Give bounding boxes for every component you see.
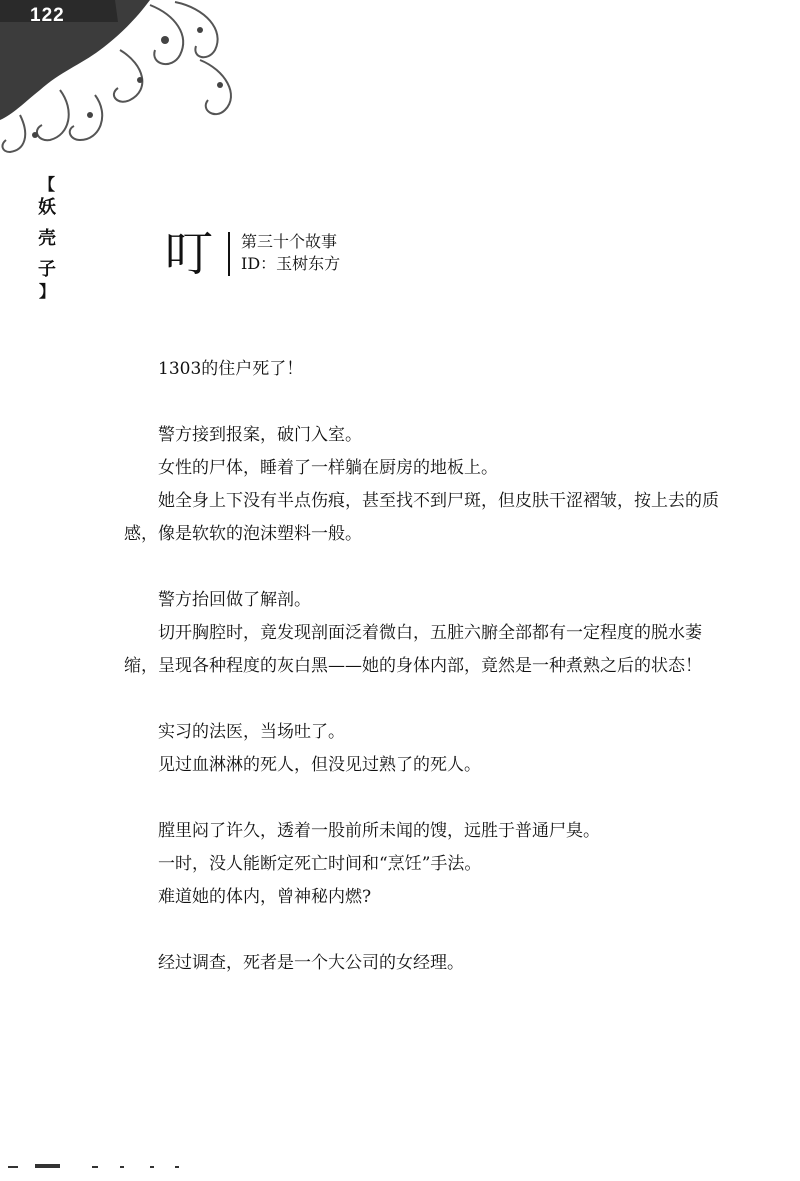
body-paragraph: 她全身上下没有半点伤痕，甚至找不到尸斑，但皮肤干涩褶皱，按上去的质感，像是软软的泡沫塑料一般。	[124, 491, 719, 544]
body-paragraph: 警方抬回做了解剖。	[158, 590, 311, 610]
paragraph-gap	[124, 551, 720, 584]
book-title-char: 子	[38, 259, 56, 280]
body-paragraph: 警方接到报案，破门入室。	[158, 425, 362, 445]
paragraph-gap	[124, 683, 720, 716]
footer-marks	[0, 1160, 200, 1172]
book-title-vertical	[36, 175, 58, 301]
body-paragraph: 切开胸腔时，竟发现剖面泛着微白，五脏六腑全部都有一定程度的脱水萎缩，呈现各种程度的灰白黑——她的身体内部，竟然是一种煮熟之后的状态！	[124, 623, 702, 676]
body-paragraph: 难道她的体内，曾神秘内燃?	[158, 887, 372, 907]
body-paragraph: 女性的尸体，睡着了一样躺在厨房的地板上。	[158, 458, 498, 478]
book-title-open-bracket: 【	[38, 175, 55, 194]
body-paragraph: 一时，没人能断定死亡时间和“烹饪”手法。	[158, 854, 482, 874]
story-meta	[241, 231, 340, 275]
book-title-close-bracket: 】	[38, 282, 55, 301]
story-title: 叮	[165, 226, 214, 282]
body-paragraph: 实习的法医，当场吐了。	[158, 722, 345, 742]
book-title-char: 妖	[38, 197, 56, 218]
book-title-char: 壳	[38, 228, 56, 249]
header-divider	[228, 232, 230, 276]
page-number: 122	[30, 5, 65, 26]
paragraph-gap	[124, 914, 720, 947]
paragraph-gap	[124, 782, 720, 815]
body-paragraph: 经过调查，死者是一个大公司的女经理。	[158, 953, 464, 973]
body-paragraph: 1303的住户死了！	[158, 359, 304, 379]
story-body	[124, 353, 720, 980]
story-subtitle: 第三十个故事	[241, 232, 338, 251]
body-paragraph: 见过血淋淋的死人，但没见过熟了的死人。	[158, 755, 481, 775]
body-paragraph: 膛里闷了许久，透着一股前所未闻的馊，远胜于普通尸臭。	[158, 821, 600, 841]
story-author-id: ID：玉树东方	[241, 254, 341, 273]
paragraph-gap	[124, 386, 720, 419]
